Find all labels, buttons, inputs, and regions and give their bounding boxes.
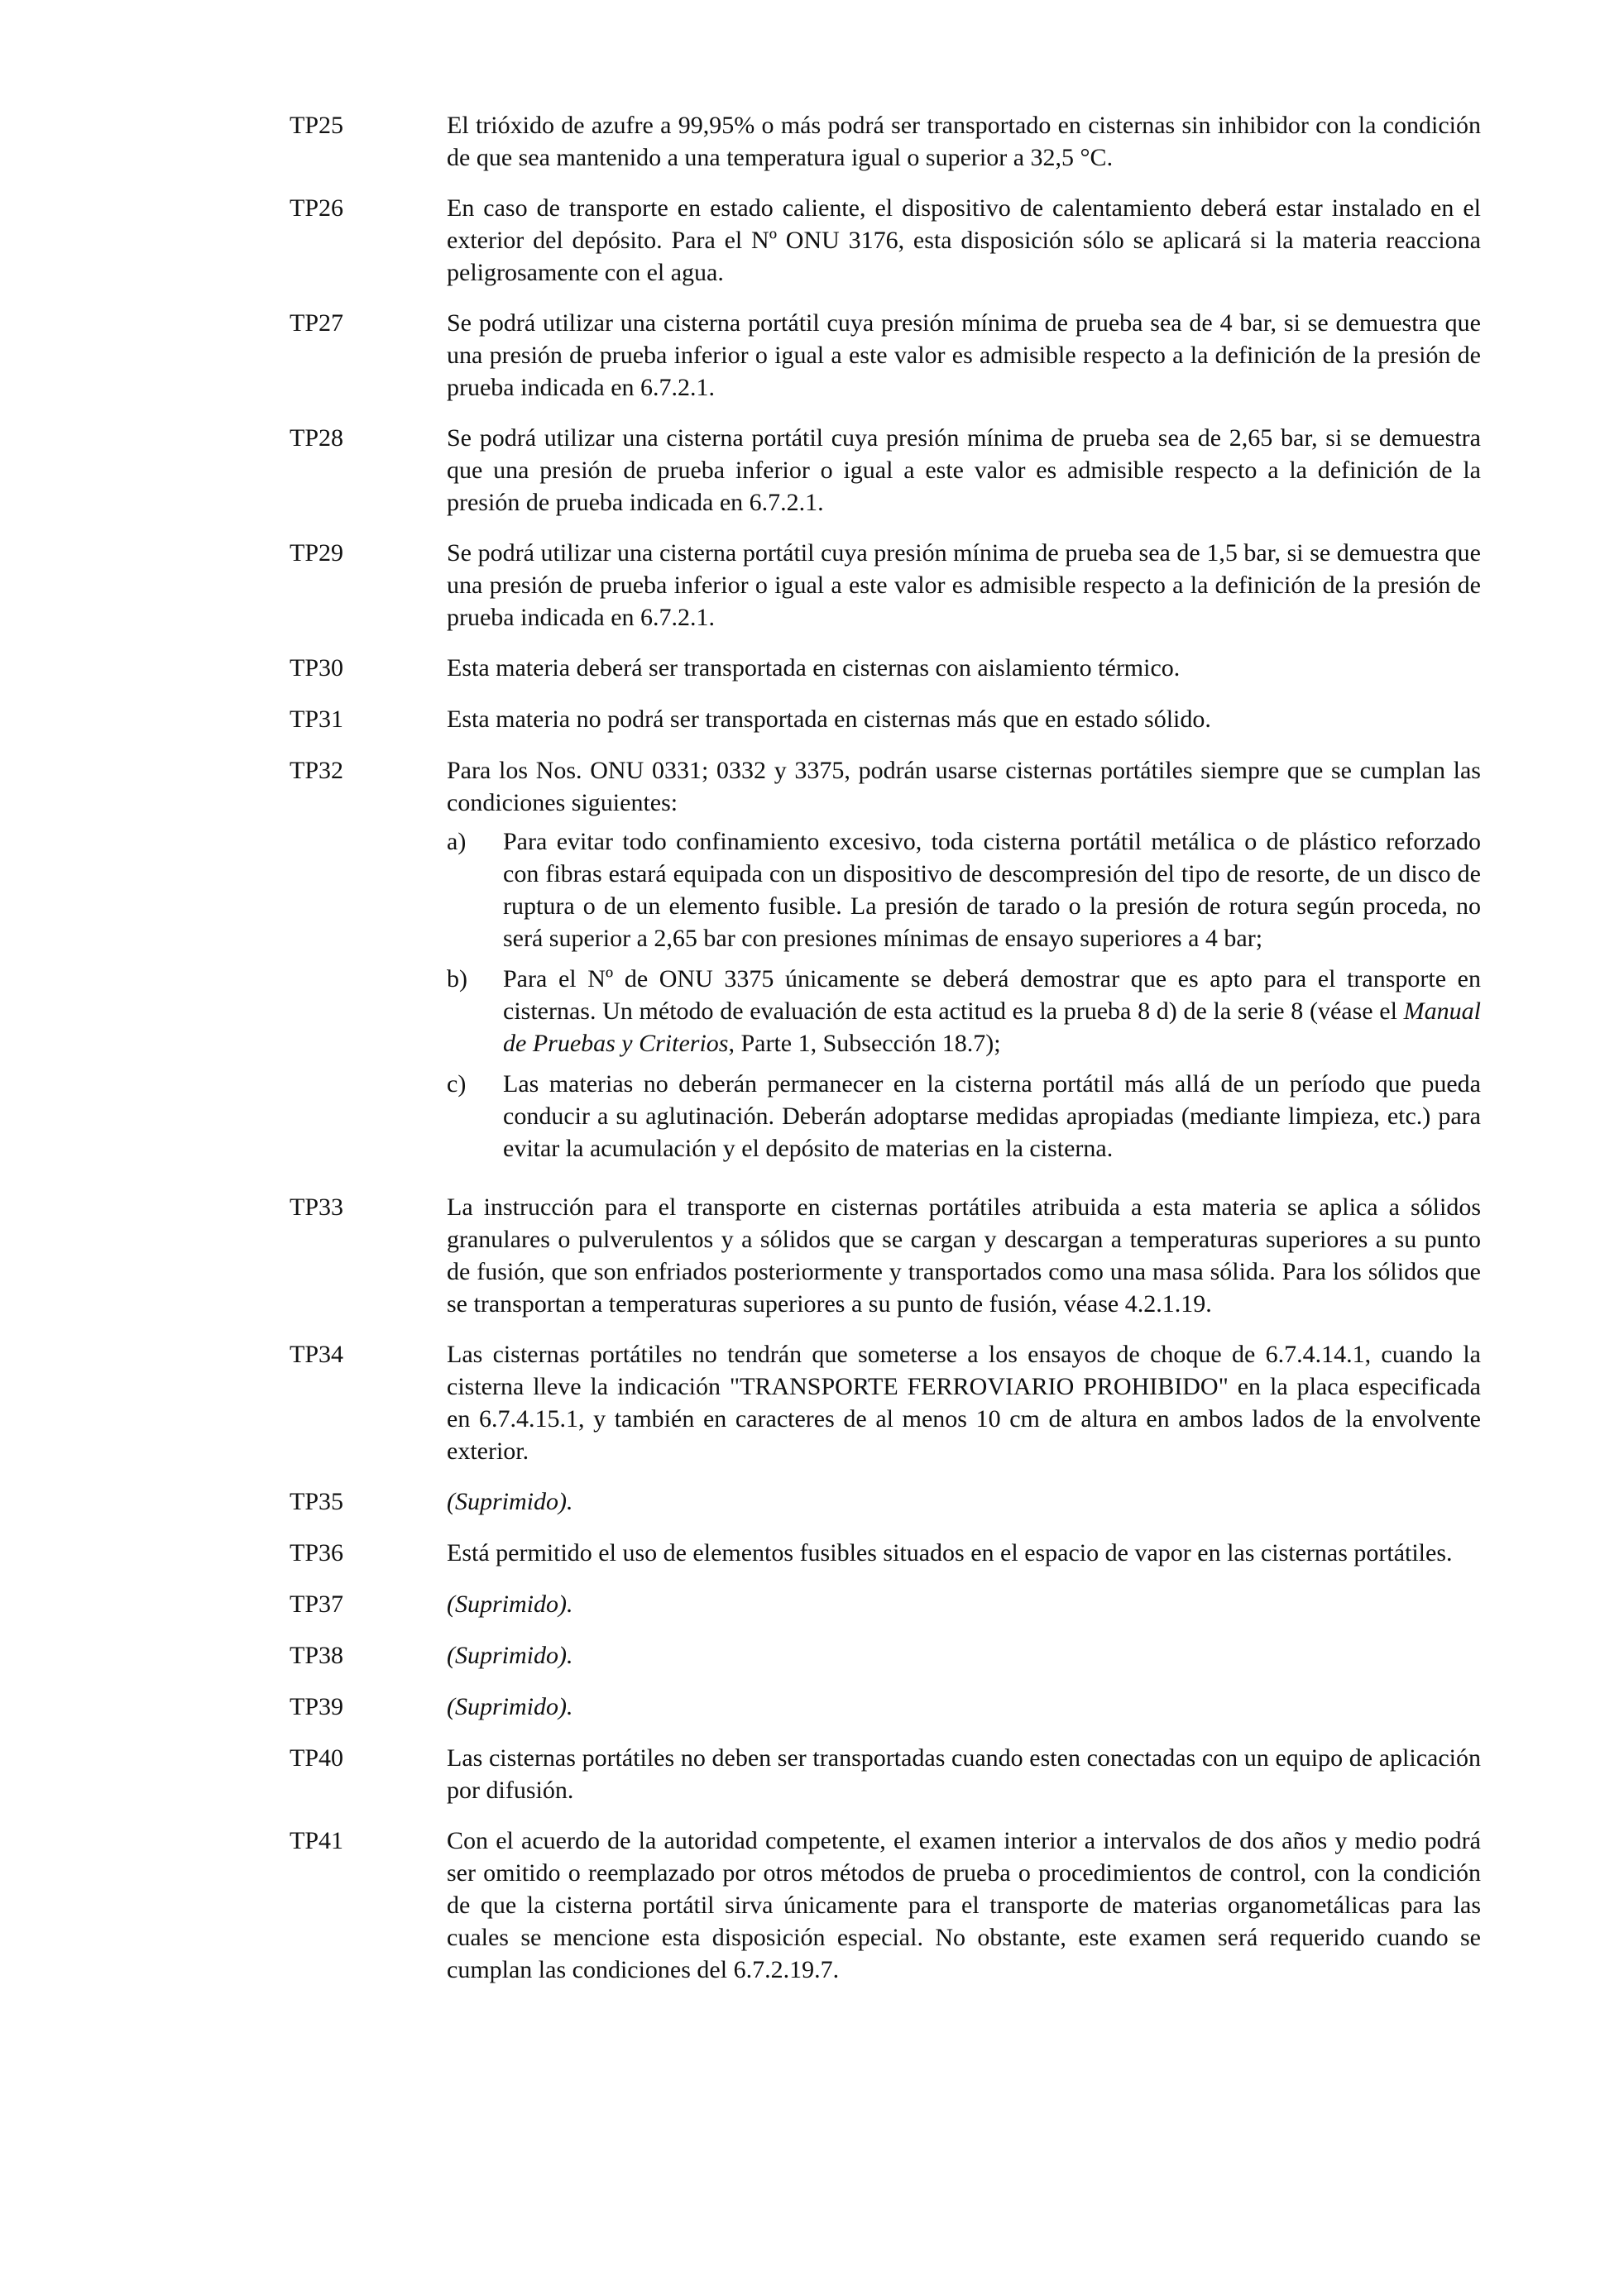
- subitem-text: Las materias no deberán permanecer en la cisterna portátil más allá de un período que pueda conducir a su aglutinación. Deberán adoptarse medidas apropiadas (mediante limpieza, etc.) para evitar la acumulación y el depósito de materias en la cisterna.: [503, 1070, 1481, 1162]
- provision-intro: Para los Nos. ONU 0331; 0332 y 3375, podrán usarse cisternas portátiles siempre que se cumplan las condiciones siguientes:: [447, 757, 1481, 816]
- provision-tp27: [290, 307, 1481, 404]
- provision-code: TP26: [290, 194, 344, 222]
- subitem-text-pre: Para el Nº de ONU 3375 únicamente se deberá demostrar que es apto para el transporte en cisternas. Un método de evaluación de esta actitud es la prueba 8 d) de la serie 8 (véase el: [503, 965, 1481, 1025]
- provision-code: TP31: [290, 706, 344, 733]
- provision-text: Se podrá utilizar una cisterna portátil cuya presión mínima de prueba sea de 2,65 bar, si se demuestra que una presión de prueba inferior o igual a este valor es admisible respecto a la definición de la presión de prueba indicada en 6.7.2.1.: [447, 424, 1481, 516]
- provision-tp31: [290, 703, 1481, 736]
- subitem-letter: b): [447, 965, 467, 993]
- provision-code: TP40: [290, 1744, 344, 1772]
- provision-text: Esta materia deberá ser transportada en cisternas con aislamiento térmico.: [447, 654, 1181, 682]
- provision-tp41: [290, 1825, 1481, 1986]
- subitem-letter: a): [447, 828, 467, 855]
- provision-text: (Suprimido).: [447, 1642, 573, 1669]
- subitem-b: [447, 963, 1481, 1060]
- provision-tp37: [290, 1588, 1481, 1621]
- provision-tp28: [290, 422, 1481, 519]
- provision-code: TP28: [290, 424, 344, 452]
- provision-text: En caso de transporte en estado caliente, el dispositivo de calentamiento deberá estar instalado en el exterior del depósito. Para el Nº ONU 3176, esta disposición sólo se aplicará si la materia reacciona peligrosamente con el agua.: [447, 194, 1481, 286]
- provision-code: TP29: [290, 539, 344, 567]
- provision-tp38: [290, 1639, 1481, 1672]
- provision-tp32: [290, 754, 1481, 1173]
- provision-text: Se podrá utilizar una cisterna portátil cuya presión mínima de prueba sea de 4 bar, si se demuestra que una presión de prueba inferior o igual a este valor es admisible respecto a la definición de la presión de prueba indicada en 6.7.2.1.: [447, 309, 1481, 401]
- provision-text: Las cisternas portátiles no deben ser transportadas cuando esten conectadas con un equipo de aplicación por difusión.: [447, 1744, 1481, 1804]
- provision-tp25: [290, 109, 1481, 174]
- provision-code: TP39: [290, 1693, 344, 1720]
- provision-text: La instrucción para el transporte en cisternas portátiles atribuida a esta materia se aplica a sólidos granulares o pulverulentos y a sólidos que se cargan y descargan a temperaturas superiores a su punto de fusión, que son enfriados posteriormente y transportados como una masa sólida. Para los sólidos que se transportan a temperaturas superiores a su punto de fusión, véase 4.2.1.19.: [447, 1193, 1481, 1318]
- subitem-a: [447, 825, 1481, 954]
- provision-text: (Suprimido).: [447, 1590, 573, 1618]
- provision-tp30: [290, 652, 1481, 685]
- provision-text: [447, 754, 1481, 1173]
- subitem-text: [503, 963, 1481, 1060]
- provision-text: Las cisternas portátiles no tendrán que someterse a los ensayos de choque de 6.7.4.14.1, cuando la cisterna lleve la indicación "TRANSPORTE FERROVIARIO PROHIBIDO" en la placa especificada en 6.7.4.15.1, y también en caracteres de al menos 10 cm de altura en ambos lados de la envolvente exterior.: [447, 1341, 1481, 1465]
- provision-code: TP36: [290, 1539, 344, 1567]
- provision-code: TP27: [290, 309, 344, 337]
- provision-tp39: [290, 1691, 1481, 1724]
- provision-code: TP41: [290, 1827, 344, 1854]
- provision-tp40: [290, 1742, 1481, 1806]
- provision-text: Se podrá utilizar una cisterna portátil cuya presión mínima de prueba sea de 1,5 bar, si se demuestra que una presión de prueba inferior o igual a este valor es admisible respecto a la definición de la presión de prueba indicada en 6.7.2.1.: [447, 539, 1481, 631]
- subitem-text-post: , Parte 1, Subsección 18.7);: [728, 1030, 1001, 1057]
- provision-tp33: [290, 1191, 1481, 1320]
- provision-tp35: [290, 1485, 1481, 1519]
- provision-text: El trióxido de azufre a 99,95% o más podrá ser transportado en cisternas sin inhibidor con la condición de que sea mantenido a una temperatura igual o superior a 32,5 °C.: [447, 112, 1481, 171]
- provision-code: TP32: [290, 757, 344, 784]
- provision-tp36: [290, 1537, 1481, 1570]
- provisions-list: [290, 109, 1481, 2004]
- subitem-list: [447, 825, 1481, 1165]
- provision-code: TP30: [290, 654, 344, 682]
- provision-code: TP38: [290, 1642, 344, 1669]
- provision-tp26: [290, 192, 1481, 289]
- provision-text: Con el acuerdo de la autoridad competente, el examen interior a intervalos de dos años y medio podrá ser omitido o reemplazado por otros métodos de prueba o procedimientos de control, con la condición de que la cisterna portátil sirva únicamente para el transporte de materias organometálicas para las cuales se mencione esta disposición especial. No obstante, este examen será requerido cuando se cumplan las condiciones del 6.7.2.19.7.: [447, 1827, 1481, 1983]
- provision-tp34: [290, 1338, 1481, 1467]
- provision-text: (Suprimido).: [447, 1693, 573, 1720]
- provision-text: Esta materia no podrá ser transportada en cisternas más que en estado sólido.: [447, 706, 1211, 733]
- provision-code: TP34: [290, 1341, 344, 1368]
- provision-text: Está permitido el uso de elementos fusibles situados en el espacio de vapor en las cisternas portátiles.: [447, 1539, 1453, 1567]
- subitem-letter: c): [447, 1070, 467, 1098]
- subitem-text: Para evitar todo confinamiento excesivo, toda cisterna portátil metálica o de plástico reforzado con fibras estará equipada con un dispositivo de descompresión del tipo de resorte, de un disco de ruptura o de un elemento fusible. La presión de tarado o la presión de rotura según proceda, no será superior a 2,65 bar con presiones mínimas de ensayo superiores a 4 bar;: [503, 828, 1481, 952]
- manual-title: Manual de Pruebas y Criterios: [503, 997, 1481, 1057]
- provision-code: TP33: [290, 1193, 344, 1221]
- provision-text: (Suprimido).: [447, 1488, 573, 1515]
- provision-tp29: [290, 537, 1481, 634]
- provision-code: TP37: [290, 1590, 344, 1618]
- provision-code: TP25: [290, 112, 344, 139]
- provision-code: TP35: [290, 1488, 344, 1515]
- subitem-c: [447, 1068, 1481, 1165]
